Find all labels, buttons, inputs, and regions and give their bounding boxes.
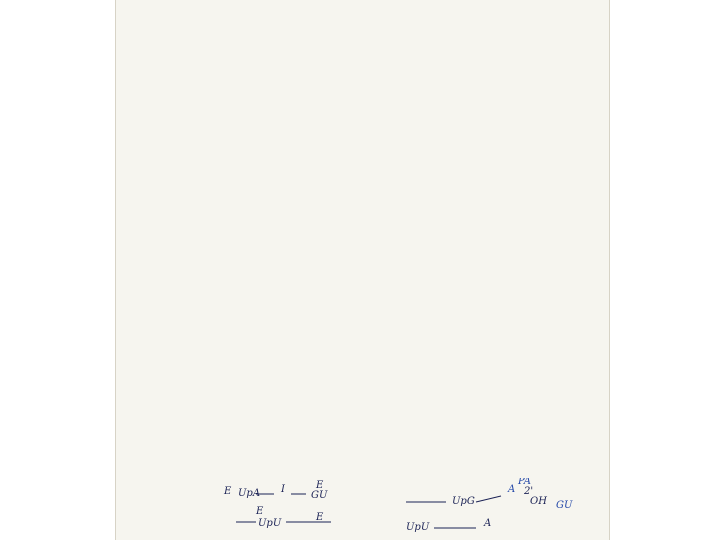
diagram-branch-a-label: A [484, 518, 492, 529]
diagram-branch-a-label: A [508, 484, 516, 495]
diagram-intron-label: I [281, 484, 285, 495]
diagram-2prime-label: 2' [524, 486, 534, 497]
diagram-upu-label: UpU [406, 522, 430, 533]
diagram-gu-label: GU [311, 490, 328, 501]
diagram-exon-label: E [316, 480, 324, 491]
diagram-gu-label: GU [556, 500, 573, 511]
diagram-upg-label: UpG [452, 496, 475, 507]
splicing-diagram [116, 478, 609, 540]
notebook-page [115, 0, 610, 540]
diagram-exon-label: E [316, 512, 324, 523]
diagram-exon-label: E [224, 486, 232, 497]
diagram-upu-label: UpU [258, 518, 282, 529]
diagram-upa-label: UpA [238, 488, 261, 499]
diagram-pa-label: PA [518, 478, 532, 487]
diagram-exon-label: E [256, 506, 264, 517]
diagram-oh-label: OH [530, 496, 547, 507]
diagram-strand [476, 496, 501, 502]
